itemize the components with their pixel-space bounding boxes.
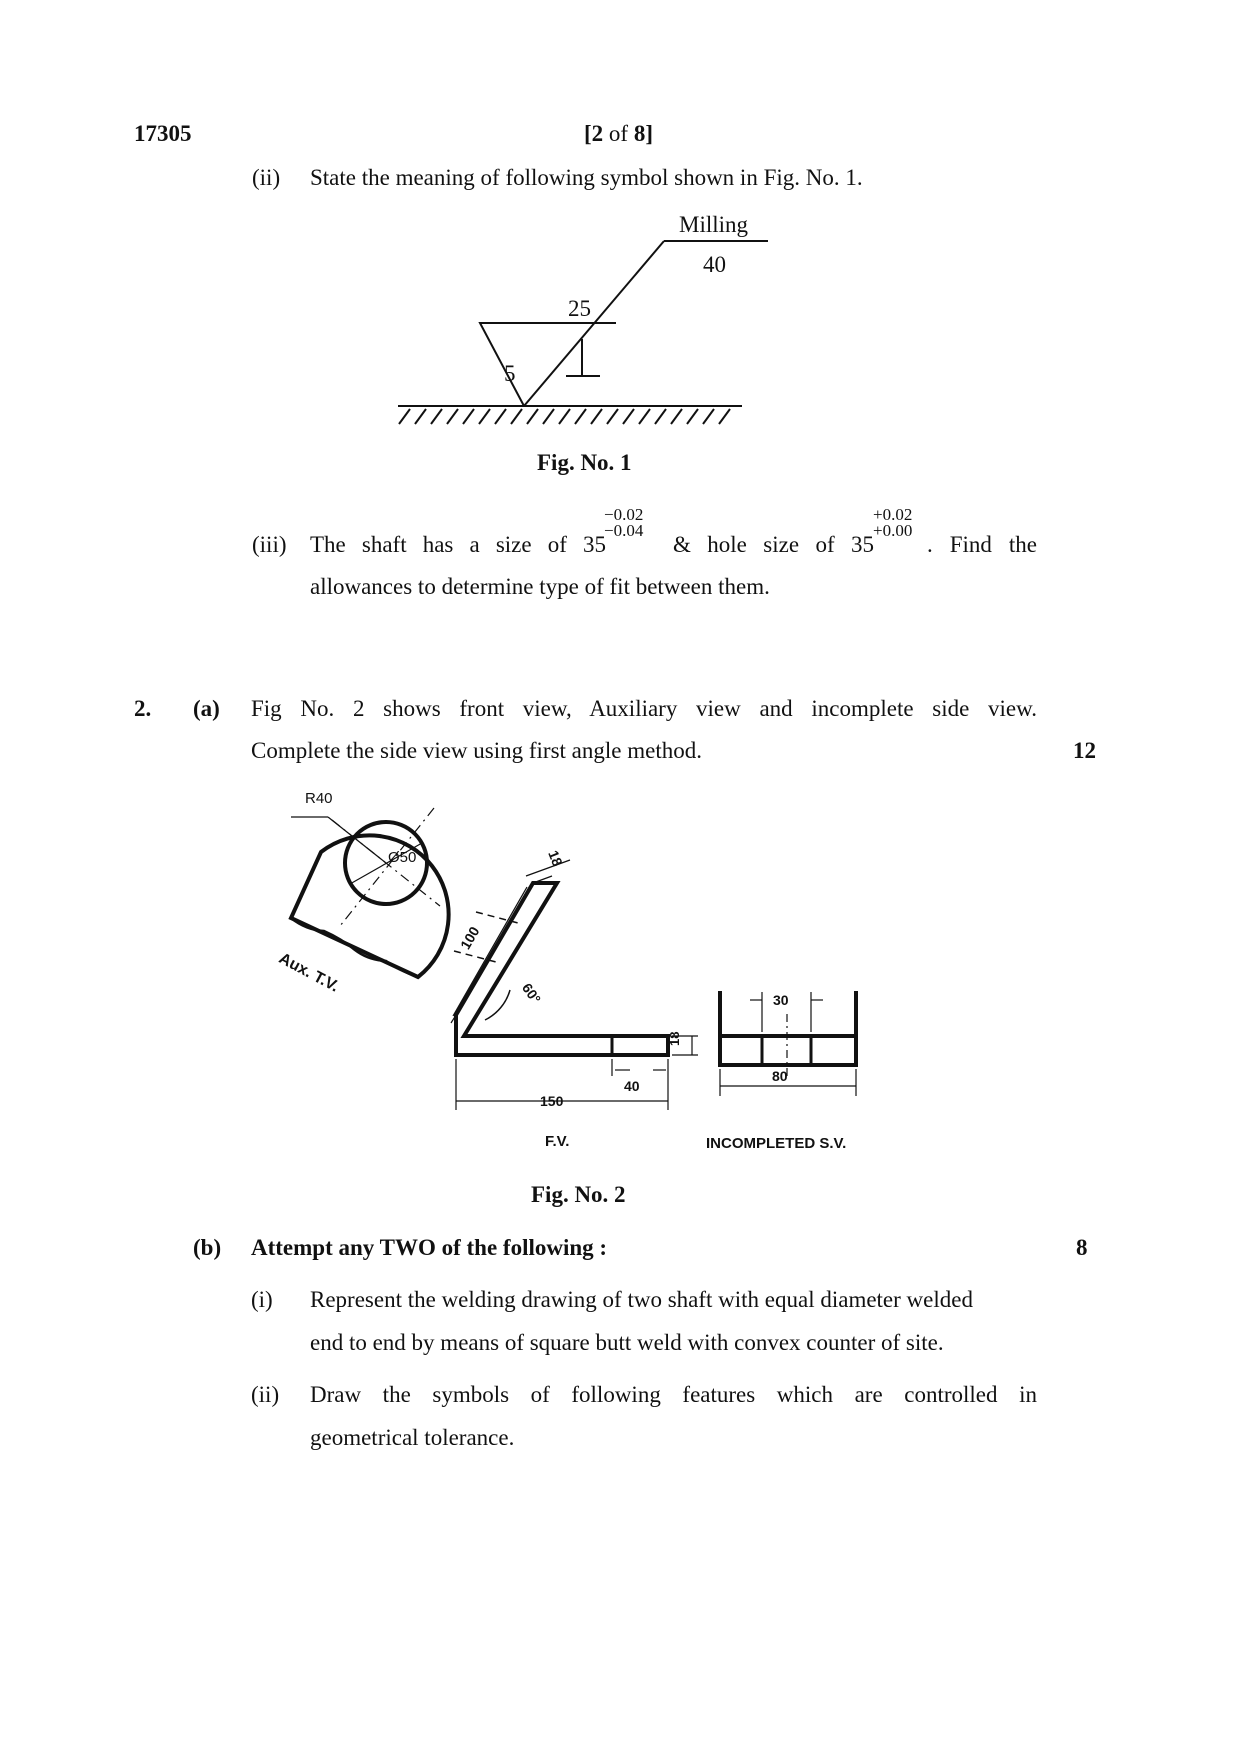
fig2-front-view — [451, 860, 698, 1110]
fig2-label-aux: Aux. T.V. — [276, 950, 342, 996]
q1-iii-text-c: . Find the — [927, 532, 1037, 557]
shaft-tol-upper: −0.02 — [604, 505, 644, 524]
page-bracket-close: ] — [645, 121, 654, 146]
fv-outline — [456, 883, 668, 1055]
q2-b-heading: Attempt any TWO of the following : — [251, 1235, 608, 1260]
q2-a-line2: Complete the side view using first angle method. — [251, 738, 702, 763]
q2-b-i-line2: end to end by means of square butt weld with convex counter of site. — [310, 1330, 944, 1355]
fig1-triangle — [480, 323, 616, 406]
fig1-label-allowance: 5 — [504, 361, 516, 386]
fig2-label-80: 80 — [772, 1068, 788, 1084]
fig2-label-150: 150 — [540, 1093, 564, 1109]
shaft-tol-lower: −0.04 — [604, 521, 644, 540]
paper-code: 17305 — [134, 121, 192, 146]
fig2-label-angle: 60° — [518, 980, 545, 1007]
fig2-label-30: 30 — [773, 992, 789, 1008]
hole-tol-upper: +0.02 — [873, 505, 913, 524]
q1-iii-text-line2: allowances to determine type of fit between them. — [310, 574, 770, 599]
q2-a-label: (a) — [193, 696, 220, 721]
page-number — [584, 122, 653, 145]
q1-ii-text: State the meaning of following symbol shown in Fig. No. 1. — [310, 165, 863, 190]
fig2-label-40: 40 — [624, 1078, 640, 1094]
q1-iii-number: (iii) — [252, 532, 287, 557]
q2-b-ii-line1: Draw the symbols of following features which are controlled in — [310, 1382, 1037, 1407]
q1-iii-text-b: & hole size of 35 — [673, 532, 874, 557]
page-current: 2 — [591, 121, 604, 146]
fig2-drawing — [270, 780, 930, 1160]
fig1-hatching — [399, 409, 730, 424]
fig2-label-fv: F.V. — [545, 1133, 570, 1150]
page-of: of — [603, 121, 634, 146]
q2-b-i-number: (i) — [251, 1287, 273, 1312]
fig2-caption: Fig. No. 2 — [531, 1182, 626, 1207]
q2-a-line1: Fig No. 2 shows front view, Auxiliary view and incomplete side view. — [251, 696, 1037, 721]
fig1-label-milling: Milling — [679, 212, 749, 237]
fig1-label-length: 40 — [703, 252, 726, 277]
q2-a-marks: 12 — [1073, 738, 1096, 763]
q2-number: 2. — [134, 696, 152, 721]
aux-centerline-b — [340, 808, 434, 926]
page-bracket-open: [ — [584, 121, 592, 146]
q2-b-label: (b) — [193, 1235, 222, 1260]
fig2-label-dia50: Ø50 — [388, 849, 417, 866]
fig2-label-sv: INCOMPLETED S.V. — [706, 1135, 847, 1152]
fig2-aux-view — [291, 808, 449, 977]
q1-ii-number: (ii) — [252, 165, 281, 190]
fig2-label-18-top: 18 — [545, 848, 566, 869]
q2-b-ii-number: (ii) — [251, 1382, 280, 1407]
fig2-label-r40: R40 — [305, 790, 333, 807]
sv-base — [720, 1036, 856, 1065]
fig1-caption: Fig. No. 1 — [537, 450, 632, 475]
q2-b-ii-line2: geometrical tolerance. — [310, 1425, 515, 1450]
hole-tol-lower: +0.00 — [873, 521, 913, 540]
fig2-side-view — [643, 780, 856, 1062]
fig2-label-100: 100 — [457, 923, 483, 952]
page-total: 8 — [633, 121, 646, 146]
fig1-label-roughness: 25 — [568, 296, 591, 321]
q2-b-marks: 8 — [1076, 1235, 1088, 1260]
fig2-label-18-right: 18 — [667, 1031, 682, 1046]
q1-iii-text-a: The shaft has a size of 35 — [310, 532, 606, 557]
q2-b-i-line1: Represent the welding drawing of two shaft with equal diameter welded — [310, 1287, 973, 1312]
